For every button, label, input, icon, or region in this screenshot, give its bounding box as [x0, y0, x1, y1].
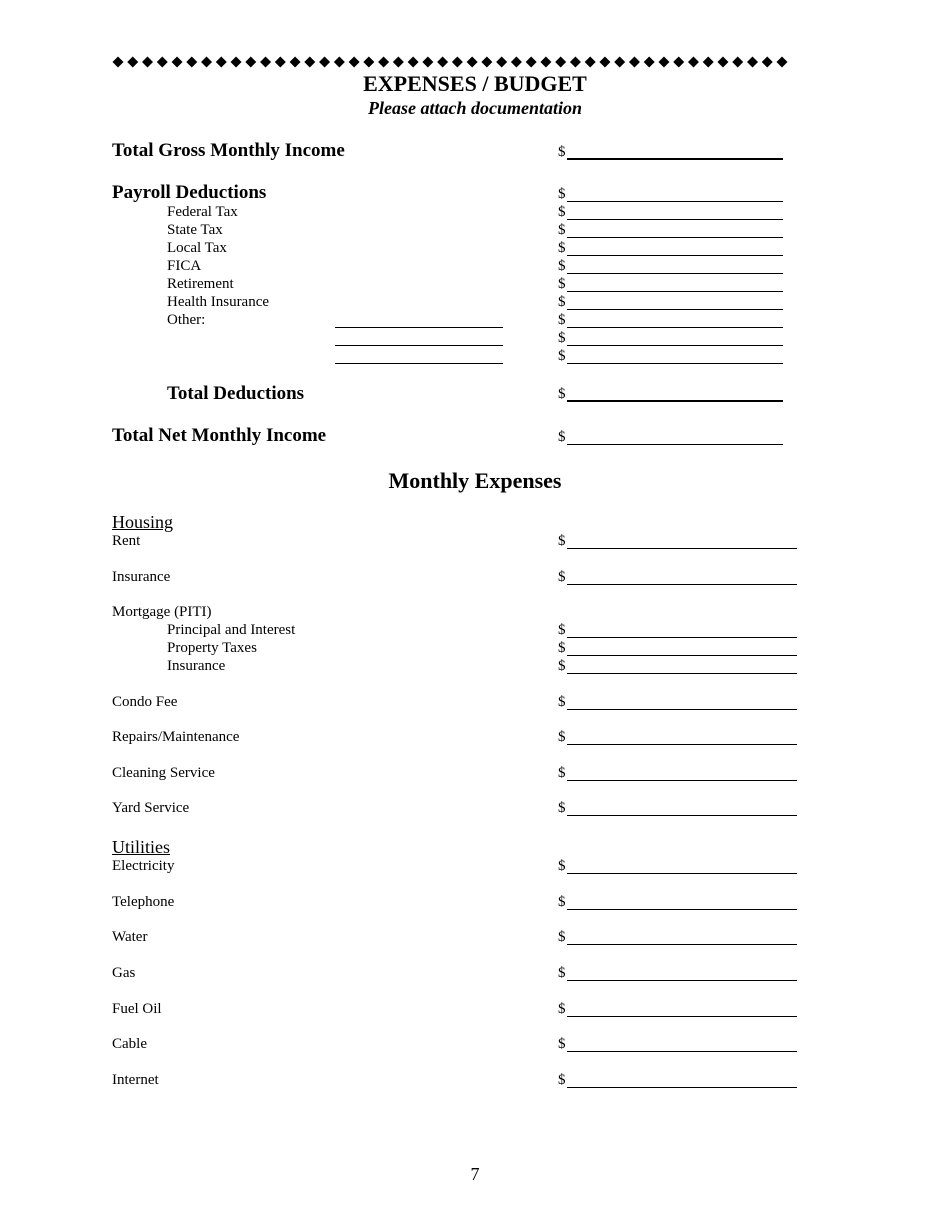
diamond-icon	[629, 57, 640, 68]
repairs-dollar-sign: $	[558, 729, 566, 745]
electricity-field[interactable]	[567, 873, 797, 874]
diamond-icon	[452, 57, 463, 68]
diamond-icon	[319, 57, 330, 68]
diamond-icon	[614, 57, 625, 68]
diamond-icon	[113, 57, 124, 68]
monthly-expenses-title: Monthly Expenses	[388, 468, 562, 493]
health-insurance-field[interactable]	[567, 309, 783, 310]
principal-interest-label: Principal and Interest	[167, 622, 296, 638]
gross-income-label: Total Gross Monthly Income	[112, 140, 345, 161]
page-subtitle: Please attach documentation	[368, 98, 582, 118]
diamond-icon	[644, 57, 655, 68]
state-tax-field[interactable]	[567, 237, 783, 238]
internet-label: Internet	[112, 1072, 159, 1088]
housing-insurance-label: Insurance	[112, 569, 171, 585]
gross-income-dollar-sign: $	[558, 144, 566, 160]
diamond-icon	[555, 57, 566, 68]
diamond-icon	[496, 57, 507, 68]
internet-dollar-sign: $	[558, 1072, 566, 1088]
rent-label: Rent	[112, 533, 141, 549]
page-number: 7	[470, 1164, 480, 1184]
diamond-icon	[540, 57, 551, 68]
electricity-label: Electricity	[112, 858, 175, 874]
payroll-deductions-dollar-sign: $	[558, 186, 566, 202]
gas-field[interactable]	[567, 980, 797, 981]
cable-label: Cable	[112, 1036, 147, 1052]
diamond-icon	[334, 57, 345, 68]
diamond-icon	[157, 57, 168, 68]
diamond-icon	[732, 57, 743, 68]
diamond-icon	[393, 57, 404, 68]
other-description-field-2[interactable]	[335, 345, 503, 346]
mortgage-label: Mortgage (PITI)	[112, 604, 212, 620]
electricity-dollar-sign: $	[558, 858, 566, 874]
telephone-field[interactable]	[567, 909, 797, 910]
fica-label: FICA	[167, 258, 202, 274]
fica-dollar-sign: $	[558, 258, 566, 274]
total-deductions-field[interactable]	[567, 400, 783, 402]
telephone-dollar-sign: $	[558, 894, 566, 910]
rent-dollar-sign: $	[558, 533, 566, 549]
condo-fee-field[interactable]	[567, 709, 797, 710]
diamond-icon	[511, 57, 522, 68]
repairs-label: Repairs/Maintenance	[112, 729, 240, 745]
diamond-icon	[717, 57, 728, 68]
diamond-ornament-row	[112, 54, 788, 70]
rent-field[interactable]	[567, 548, 797, 549]
diamond-icon	[658, 57, 669, 68]
cable-dollar-sign: $	[558, 1036, 566, 1052]
local-tax-field[interactable]	[567, 255, 783, 256]
other-description-field-3[interactable]	[335, 363, 503, 364]
health-insurance-dollar-sign: $	[558, 294, 566, 310]
telephone-label: Telephone	[112, 894, 175, 910]
diamond-icon	[570, 57, 581, 68]
gas-dollar-sign: $	[558, 965, 566, 981]
net-income-field[interactable]	[567, 444, 783, 445]
utilities-heading: Utilities	[112, 837, 170, 857]
diamond-icon	[526, 57, 537, 68]
payroll-deductions-field[interactable]	[567, 201, 783, 202]
mortgage-insurance-field[interactable]	[567, 673, 797, 674]
yard-service-label: Yard Service	[112, 800, 190, 816]
fuel-oil-field[interactable]	[567, 1016, 797, 1017]
fica-field[interactable]	[567, 273, 783, 274]
diamond-icon	[673, 57, 684, 68]
retirement-dollar-sign: $	[558, 276, 566, 292]
housing-heading: Housing	[112, 512, 174, 532]
state-tax-dollar-sign: $	[558, 222, 566, 238]
diamond-icon	[408, 57, 419, 68]
diamond-icon	[688, 57, 699, 68]
diamond-icon	[599, 57, 610, 68]
gas-label: Gas	[112, 965, 136, 981]
federal-tax-dollar-sign: $	[558, 204, 566, 220]
diamond-icon	[172, 57, 183, 68]
retirement-field[interactable]	[567, 291, 783, 292]
other-description-field-1[interactable]	[335, 327, 503, 328]
state-tax-label: State Tax	[167, 222, 223, 238]
diamond-icon	[747, 57, 758, 68]
net-income-label: Total Net Monthly Income	[112, 425, 327, 446]
water-dollar-sign: $	[558, 929, 566, 945]
housing-insurance-dollar-sign: $	[558, 569, 566, 585]
other-amount-field-1[interactable]	[567, 327, 783, 328]
diamond-icon	[231, 57, 242, 68]
mortgage-insurance-dollar-sign: $	[558, 658, 566, 674]
water-field[interactable]	[567, 944, 797, 945]
other-1-dollar-sign: $	[558, 312, 566, 328]
diamond-icon	[437, 57, 448, 68]
other-3-dollar-sign: $	[558, 348, 566, 364]
health-insurance-label: Health Insurance	[167, 294, 270, 310]
yard-service-field[interactable]	[567, 815, 797, 816]
total-deductions-label: Total Deductions	[167, 383, 305, 404]
payroll-deductions-label: Payroll Deductions	[112, 182, 267, 203]
diamond-icon	[703, 57, 714, 68]
diamond-icon	[260, 57, 271, 68]
other-amount-field-2[interactable]	[567, 345, 783, 346]
other-label: Other:	[167, 312, 206, 328]
internet-field[interactable]	[567, 1087, 797, 1088]
diamond-icon	[201, 57, 212, 68]
diamond-icon	[422, 57, 433, 68]
diamond-icon	[290, 57, 301, 68]
diamond-icon	[481, 57, 492, 68]
cleaning-service-field[interactable]	[567, 780, 797, 781]
cable-field[interactable]	[567, 1051, 797, 1052]
fuel-oil-label: Fuel Oil	[112, 1001, 162, 1017]
diamond-icon	[378, 57, 389, 68]
page-title: EXPENSES / BUDGET	[363, 71, 587, 96]
principal-interest-field[interactable]	[567, 637, 797, 638]
mortgage-insurance-label: Insurance	[167, 658, 226, 674]
housing-insurance-field[interactable]	[567, 584, 797, 585]
retirement-label: Retirement	[167, 276, 234, 292]
total-deductions-dollar-sign: $	[558, 386, 566, 402]
diamond-icon	[245, 57, 256, 68]
diamond-icon	[349, 57, 360, 68]
repairs-field[interactable]	[567, 744, 797, 745]
diamond-icon	[142, 57, 153, 68]
cleaning-service-label: Cleaning Service	[112, 765, 215, 781]
local-tax-dollar-sign: $	[558, 240, 566, 256]
water-label: Water	[112, 929, 148, 945]
diamond-icon	[363, 57, 374, 68]
diamond-icon	[467, 57, 478, 68]
net-income-dollar-sign: $	[558, 429, 566, 445]
yard-service-dollar-sign: $	[558, 800, 566, 816]
diamond-icon	[777, 57, 788, 68]
diamond-icon	[304, 57, 315, 68]
other-2-dollar-sign: $	[558, 330, 566, 346]
property-taxes-field[interactable]	[567, 655, 797, 656]
principal-interest-dollar-sign: $	[558, 622, 566, 638]
federal-tax-label: Federal Tax	[167, 204, 238, 220]
federal-tax-field[interactable]	[567, 219, 783, 220]
fuel-oil-dollar-sign: $	[558, 1001, 566, 1017]
other-amount-field-3[interactable]	[567, 363, 783, 364]
diamond-icon	[762, 57, 773, 68]
diamond-icon	[585, 57, 596, 68]
condo-fee-label: Condo Fee	[112, 694, 178, 710]
diamond-icon	[216, 57, 227, 68]
diamond-icon	[127, 57, 138, 68]
property-taxes-dollar-sign: $	[558, 640, 566, 656]
property-taxes-label: Property Taxes	[167, 640, 257, 656]
diamond-icon	[186, 57, 197, 68]
cleaning-service-dollar-sign: $	[558, 765, 566, 781]
gross-income-field[interactable]	[567, 158, 783, 160]
condo-fee-dollar-sign: $	[558, 694, 566, 710]
local-tax-label: Local Tax	[167, 240, 227, 256]
diamond-icon	[275, 57, 286, 68]
